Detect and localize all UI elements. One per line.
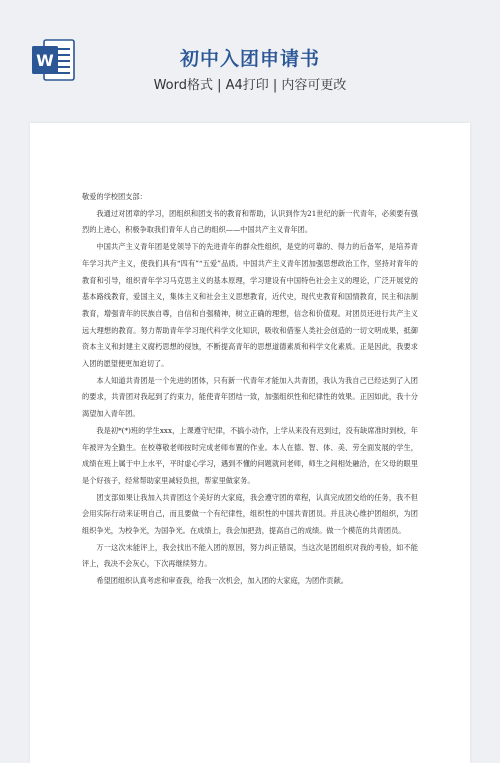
paragraph: 万一这次未能评上，我会找出不能入团的原因，努力纠正错误，当这次是团组织对我的考验，如不能评上，我决不会灰心，下次再继续努力。 xyxy=(82,542,418,569)
page-subtitle: Word格式 | A4打印 | 内容可更改 xyxy=(153,78,347,93)
paragraph: 希望团组织认真考虑和审查我，给我一次机会，加入团的大家庭，为团作贡献。 xyxy=(96,576,348,586)
svg-text:W: W xyxy=(36,51,54,70)
paragraph: 我是初*(*)班的学生xxx，上课遵守纪律，不搞小动作，上学从来没有迟到过，没有缺席准时到校，年年被评为全勤生。在校尊敬老师按时完成老师布置的作业。本人在德、智、体、美、劳全面发展的学生，成绩在班上属于中上水平，平时虚心学习，遇到不懂的问题就问老师，师生之间相处融洽，在父母的眼里是个好孩子，经常帮助家里减轻负担，帮家里做家务。 xyxy=(82,425,418,485)
paragraph: 团支部如果让我加入共青团这个美好的大家庭，我会遵守团的章程，认真完成团交给的任务，我不但会用实际行动来证明自己，而且要做一个有纪律性，组织性的中国共青团员。并且决心维护团组织，为团组织争光，为校争光，为国争光。在成绩上，我会加把劲，提高自己的成绩。做一个模范的共青团员。 xyxy=(82,492,418,536)
document-body xyxy=(82,189,418,590)
salutation: 敬爱的学校团支部： xyxy=(82,192,147,201)
paragraph: 我通过对团章的学习，团组织和团支书的教育和帮助，认识到作为21世纪的新一代青年，必须要有强烈的上进心，积极争取我们青年人自己的组织——中国共产主义青年团。 xyxy=(82,208,418,235)
paragraph: 本人知道共青团是一个先进的团体，只有新一代青年才能加入共青团，我认为我自己已经达到了入团的要求，共青团对我起到了约束力，能使青年团结一致，加强组织性和纪律性的效果。正因如此，我十分渴望加入青年团。 xyxy=(82,375,418,419)
page-header xyxy=(0,0,500,118)
page-title: 初中入团申请书 xyxy=(179,48,320,70)
paragraph: 中国共产主义青年团是党领导下的先进青年的群众性组织，是党的可靠的、得力的后备军，是培养青年学习共产主义，使我们具有“四有”“五爱”品质。中国共产主义青年团加强思想政治工作，坚持对青年的教育和引导，组织青年学习马克思主义的基本原理，学习建设有中国特色社会主义的理论，广泛开展党的基本路线教育，爱国主义，集体主义和社会主义思想教育，近代史，现代史教育和国情教育，民主和法制教育，增强青年的民族自尊，自信和自强精神，树立正确的理想，信念和价值观。对团员还进行共产主义远大理想的教育。努力帮助青年学习现代科学文化知识，吸收和借鉴人类社会创造的一切文明成果，抵御资本主义和封建主义腐朽思想的侵蚀，不断提高青年的思想道德素质和科学文化素质。正是因此，我要求入团的愿望便更加迫切了。 xyxy=(82,242,418,369)
